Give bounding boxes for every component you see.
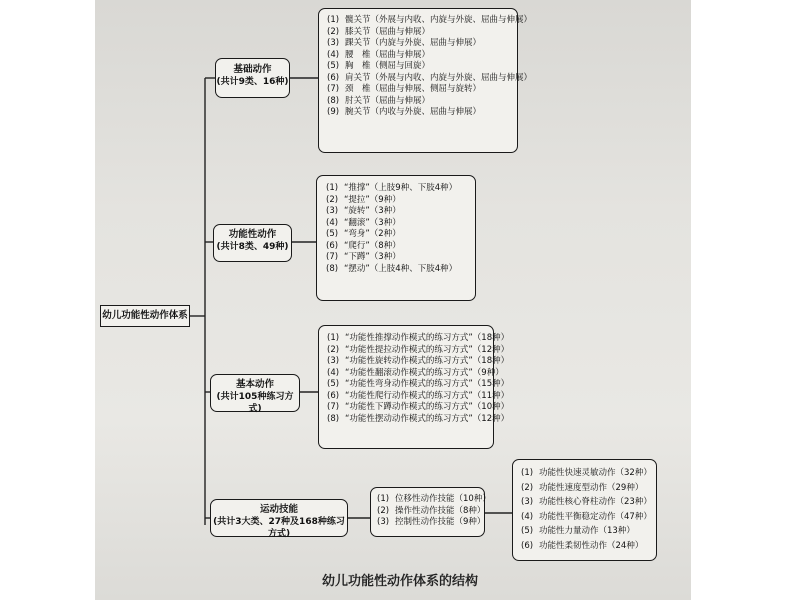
fitness-skills-list xyxy=(512,459,657,561)
root-node xyxy=(100,305,190,327)
list-item: (3) 功能性核心脊柱动作（23种） xyxy=(521,497,652,507)
list-item: (1) 髋关节（外展与内收、内旋与外旋、屈曲与伸展） xyxy=(327,15,533,25)
list-item: (6) 肩关节（外展与内收、内旋与外旋、屈曲与伸展） xyxy=(327,72,533,83)
list-item: (3) 控制性动作技能（9种） xyxy=(377,517,486,527)
branch-subtitle: (共计9类、16种) xyxy=(216,77,289,87)
branch-subtitle: (共计105种练习方式) xyxy=(216,392,294,414)
list-item: (6) “功能性爬行动作模式的练习方式”（11种） xyxy=(327,390,510,401)
list-item: (1) 位移性动作技能（10种） xyxy=(377,494,491,504)
list-item: (5) “功能性弯身动作模式的练习方式”（15种） xyxy=(327,379,510,389)
list-item: (5) 胸 椎（侧屈与回旋） xyxy=(327,61,431,71)
list-item: (8) 肘关节（屈曲与伸展） xyxy=(327,95,431,106)
root-label: 幼儿功能性动作体系 xyxy=(102,310,188,321)
joint-movements-list xyxy=(318,8,533,153)
list-item: (3) 踝关节（内旋与外旋、屈曲与伸展） xyxy=(327,38,482,48)
list-item: (3) “功能性旋转动作模式的练习方式”（18种） xyxy=(327,356,510,366)
branch-title: 基础动作 xyxy=(233,64,272,75)
branch-subtitle: (共计8类、49种) xyxy=(216,242,289,252)
list-item: (4) 功能性平衡稳定动作（47种） xyxy=(521,511,652,522)
list-item: (1) “推撑”（上肢9种、下肢4种） xyxy=(326,183,458,193)
list-item: (9) 腕关节（内收与外旋、屈曲与伸展） xyxy=(327,107,482,117)
list-item: (2) 操作性动作技能（8种） xyxy=(377,505,486,516)
list-item: (6) 功能性柔韧性动作（24种） xyxy=(521,540,644,551)
list-item: (1) 功能性快速灵敏动作（32种） xyxy=(521,468,652,478)
functional-movements-list xyxy=(316,175,476,301)
list-item: (1) “功能性推撑动作模式的练习方式”（18种） xyxy=(327,333,510,343)
list-item: (2) 功能性速度型动作（29种） xyxy=(521,482,644,493)
list-item: (5) 功能性力量动作（13种） xyxy=(521,526,635,536)
list-item: (2) 膝关节（屈曲与伸展） xyxy=(327,26,431,37)
branch-basic-movements xyxy=(215,58,290,98)
list-item: (4) “翻滚”（3种） xyxy=(326,217,401,228)
list-item: (8) “功能性摆动动作模式的练习方式”（12种） xyxy=(327,413,510,424)
list-item: (7) “功能性下蹲动作模式的练习方式”（10种） xyxy=(327,402,510,412)
motor-skills-list xyxy=(370,487,491,537)
list-item: (6) “爬行”（8种） xyxy=(326,240,401,251)
list-item: (5) “弯身”（2种） xyxy=(326,229,401,239)
list-item: (4) “功能性翻滚动作模式的练习方式”（9种） xyxy=(327,367,504,378)
branch-basic-actions xyxy=(210,374,300,412)
figure-caption: 幼儿功能性动作体系的结构 xyxy=(321,574,478,589)
list-item: (7) 颈 椎（屈曲与伸展、侧屈与旋转） xyxy=(327,84,482,94)
branch-motor-skills xyxy=(210,499,348,537)
list-item: (3) “旋转”（3种） xyxy=(326,206,401,216)
branch-title: 功能性动作 xyxy=(228,229,277,240)
list-item: (4) 腰 椎（屈曲与伸展） xyxy=(327,49,431,60)
list-item: (2) “功能性提拉动作模式的练习方式”（12种） xyxy=(327,344,510,355)
list-item: (8) “摆动”（上肢4种、下肢4种） xyxy=(326,263,458,274)
branch-subtitle: (共计3大类、27种及168种练习方式) xyxy=(213,517,345,539)
branch-functional-movements xyxy=(213,224,292,262)
list-item: (2) “提拉”（9种） xyxy=(326,194,401,205)
branch-title: 基本动作 xyxy=(235,379,274,390)
practice-methods-list xyxy=(318,325,510,449)
list-item: (7) “下蹲”（3种） xyxy=(326,252,401,262)
branch-title: 运动技能 xyxy=(259,504,298,515)
